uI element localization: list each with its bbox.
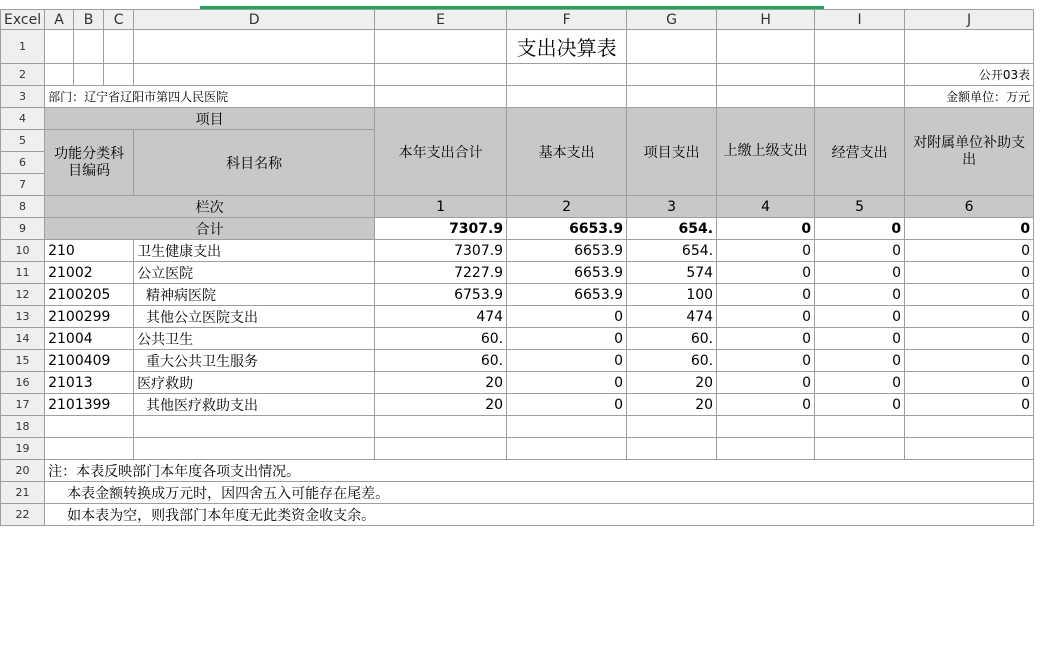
report-title[interactable]: 支出决算表 <box>507 30 627 64</box>
cell[interactable] <box>717 438 815 460</box>
row-value[interactable]: 0 <box>815 394 905 416</box>
row-code[interactable]: 21013 <box>45 372 134 394</box>
row-value[interactable]: 0 <box>717 306 815 328</box>
cell[interactable] <box>627 438 717 460</box>
header-project[interactable]: 项目支出 <box>627 108 717 196</box>
cell[interactable] <box>627 86 717 108</box>
row-value[interactable]: 60. <box>375 328 507 350</box>
row-value[interactable]: 0 <box>815 262 905 284</box>
cell[interactable] <box>905 438 1034 460</box>
header-seq[interactable]: 栏次 <box>45 196 375 218</box>
row-value[interactable]: 0 <box>905 372 1034 394</box>
row-number[interactable]: 2 <box>1 64 45 86</box>
column-header-i[interactable]: I <box>815 10 905 30</box>
sum-total[interactable]: 7307.9 <box>375 218 507 240</box>
cell[interactable] <box>134 438 375 460</box>
cell[interactable] <box>45 416 134 438</box>
header-item[interactable]: 项目 <box>45 108 375 130</box>
row-value[interactable]: 0 <box>717 372 815 394</box>
cell[interactable] <box>134 416 375 438</box>
row-name[interactable]: 医疗救助 <box>134 372 375 394</box>
row-number[interactable]: 21 <box>1 482 45 504</box>
row-value[interactable]: 0 <box>815 372 905 394</box>
table-row <box>1 262 1034 284</box>
cell[interactable] <box>375 64 507 86</box>
row-value[interactable]: 0 <box>905 262 1034 284</box>
row-number[interactable]: 14 <box>1 328 45 350</box>
cell[interactable] <box>717 64 815 86</box>
spreadsheet-grid <box>0 9 1034 526</box>
row-number[interactable]: 7 <box>1 174 45 196</box>
table-row <box>1 350 1034 372</box>
corner-label[interactable]: Excel <box>1 10 45 30</box>
row-value[interactable]: 474 <box>627 306 717 328</box>
column-header-j[interactable]: J <box>905 10 1034 30</box>
row-value[interactable]: 574 <box>627 262 717 284</box>
row-value[interactable]: 0 <box>717 350 815 372</box>
row-value[interactable]: 60. <box>627 328 717 350</box>
seq-number[interactable]: 1 <box>375 196 507 218</box>
cell[interactable] <box>717 86 815 108</box>
row-code[interactable]: 2100409 <box>45 350 134 372</box>
cell[interactable] <box>815 30 905 64</box>
cell[interactable] <box>45 30 74 64</box>
table-row <box>1 306 1034 328</box>
row-number[interactable]: 22 <box>1 504 45 526</box>
row-name[interactable]: 重大公共卫生服务 <box>134 350 375 372</box>
department-label[interactable]: 部门：辽宁省辽阳市第四人民医院 <box>45 86 375 108</box>
row-name[interactable]: 卫生健康支出 <box>134 240 375 262</box>
row-value[interactable]: 0 <box>815 350 905 372</box>
cell[interactable] <box>627 64 717 86</box>
row-value[interactable]: 7307.9 <box>375 240 507 262</box>
note-row <box>1 482 1034 504</box>
table-row <box>1 372 1034 394</box>
row-name[interactable]: 其他公立医院支出 <box>134 306 375 328</box>
sum-upper[interactable]: 0 <box>717 218 815 240</box>
row-value[interactable]: 6753.9 <box>375 284 507 306</box>
cell[interactable] <box>507 64 627 86</box>
row-value[interactable]: 0 <box>905 240 1034 262</box>
row-value[interactable]: 0 <box>905 328 1034 350</box>
cell[interactable] <box>507 416 627 438</box>
row-name[interactable]: 公立医院 <box>134 262 375 284</box>
row-code[interactable]: 2100205 <box>45 284 134 306</box>
row-value[interactable]: 0 <box>507 306 627 328</box>
row-value[interactable]: 0 <box>717 328 815 350</box>
cell[interactable] <box>717 30 815 64</box>
row-number[interactable]: 8 <box>1 196 45 218</box>
cell[interactable] <box>815 438 905 460</box>
cell[interactable] <box>375 86 507 108</box>
row-value[interactable]: 0 <box>905 394 1034 416</box>
header-subsidy[interactable]: 对附属单位补助支出 <box>905 108 1034 196</box>
cell[interactable] <box>104 64 134 86</box>
form-number[interactable]: 公开03表 <box>905 64 1034 86</box>
header-total[interactable]: 本年支出合计 <box>375 108 507 196</box>
sum-basic[interactable]: 6653.9 <box>507 218 627 240</box>
amount-unit-label[interactable]: 金额单位：万元 <box>905 86 1034 108</box>
row-value[interactable]: 0 <box>815 284 905 306</box>
row-value[interactable]: 0 <box>905 306 1034 328</box>
header-upper[interactable]: 上缴上级支出 <box>717 108 815 196</box>
row-value[interactable]: 60. <box>627 350 717 372</box>
row-code[interactable]: 2101399 <box>45 394 134 416</box>
sum-row <box>1 218 1034 240</box>
cell[interactable] <box>627 416 717 438</box>
cell[interactable] <box>507 86 627 108</box>
row-value[interactable]: 474 <box>375 306 507 328</box>
column-header-d[interactable]: D <box>134 10 375 30</box>
note-row <box>1 504 1034 526</box>
header-basic[interactable]: 基本支出 <box>507 108 627 196</box>
row-value[interactable]: 0 <box>507 328 627 350</box>
row-number[interactable]: 4 <box>1 108 45 130</box>
row-name[interactable]: 其他医疗救助支出 <box>134 394 375 416</box>
sheet-row <box>1 30 1034 64</box>
row-value[interactable]: 6653.9 <box>507 262 627 284</box>
row-number[interactable]: 15 <box>1 350 45 372</box>
cell[interactable] <box>45 438 134 460</box>
sum-label[interactable]: 合计 <box>45 218 375 240</box>
cell[interactable] <box>74 30 104 64</box>
row-value[interactable]: 0 <box>717 394 815 416</box>
row-value[interactable]: 0 <box>905 284 1034 306</box>
seq-number[interactable]: 4 <box>717 196 815 218</box>
row-value[interactable]: 0 <box>815 240 905 262</box>
column-header-a[interactable]: A <box>45 10 74 30</box>
cell[interactable] <box>905 30 1034 64</box>
cell[interactable] <box>815 86 905 108</box>
cell[interactable] <box>74 64 104 86</box>
row-value[interactable]: 0 <box>717 284 815 306</box>
row-number[interactable]: 11 <box>1 262 45 284</box>
row-value[interactable]: 20 <box>627 372 717 394</box>
row-value[interactable]: 7227.9 <box>375 262 507 284</box>
row-number[interactable]: 3 <box>1 86 45 108</box>
row-number[interactable]: 17 <box>1 394 45 416</box>
row-value[interactable]: 0 <box>507 350 627 372</box>
sheet-row <box>1 416 1034 438</box>
note-line[interactable]: 如本表为空，则我部门本年度无此类资金收支余。 <box>45 504 1034 526</box>
cell[interactable] <box>45 64 74 86</box>
seq-number[interactable]: 3 <box>627 196 717 218</box>
table-row <box>1 328 1034 350</box>
seq-number[interactable]: 5 <box>815 196 905 218</box>
column-header-f[interactable]: F <box>507 10 627 30</box>
row-number[interactable]: 16 <box>1 372 45 394</box>
row-number[interactable]: 6 <box>1 152 45 174</box>
table-row <box>1 284 1034 306</box>
row-number[interactable]: 18 <box>1 416 45 438</box>
row-value[interactable]: 0 <box>717 262 815 284</box>
row-value[interactable]: 20 <box>375 394 507 416</box>
cell[interactable] <box>815 64 905 86</box>
sheet-row <box>1 108 1034 130</box>
row-value[interactable]: 0 <box>815 328 905 350</box>
cell[interactable] <box>717 416 815 438</box>
row-code[interactable]: 21002 <box>45 262 134 284</box>
row-number[interactable]: 20 <box>1 460 45 482</box>
column-header-g[interactable]: G <box>627 10 717 30</box>
row-number[interactable]: 10 <box>1 240 45 262</box>
table-row <box>1 394 1034 416</box>
cell[interactable] <box>375 416 507 438</box>
row-number[interactable]: 19 <box>1 438 45 460</box>
row-value[interactable]: 6653.9 <box>507 284 627 306</box>
column-header-b[interactable]: B <box>74 10 104 30</box>
row-name[interactable]: 精神病医院 <box>134 284 375 306</box>
note-line[interactable]: 本表金额转换成万元时，因四舍五入可能存在尾差。 <box>45 482 1034 504</box>
column-header-h[interactable]: H <box>717 10 815 30</box>
sum-subsidy[interactable]: 0 <box>905 218 1034 240</box>
row-value[interactable]: 6653.9 <box>507 240 627 262</box>
row-value[interactable]: 0 <box>815 306 905 328</box>
sheet-row <box>1 64 1034 86</box>
row-value[interactable]: 0 <box>905 350 1034 372</box>
row-number[interactable]: 9 <box>1 218 45 240</box>
seq-number[interactable]: 6 <box>905 196 1034 218</box>
row-value[interactable]: 654. <box>627 240 717 262</box>
seq-number[interactable]: 2 <box>507 196 627 218</box>
row-value[interactable]: 20 <box>375 372 507 394</box>
row-number[interactable]: 12 <box>1 284 45 306</box>
cell[interactable] <box>627 30 717 64</box>
row-code[interactable]: 210 <box>45 240 134 262</box>
sheet-row <box>1 196 1034 218</box>
row-number[interactable]: 5 <box>1 130 45 152</box>
cell[interactable] <box>104 30 134 64</box>
row-value[interactable]: 0 <box>507 394 627 416</box>
cell[interactable] <box>905 416 1034 438</box>
row-number[interactable]: 13 <box>1 306 45 328</box>
header-code[interactable]: 功能分类科目编码 <box>45 130 134 196</box>
sheet-row <box>1 86 1034 108</box>
cell[interactable] <box>375 438 507 460</box>
row-value[interactable]: 20 <box>627 394 717 416</box>
note-row <box>1 460 1034 482</box>
header-name[interactable]: 科目名称 <box>134 130 375 196</box>
cell[interactable] <box>507 438 627 460</box>
row-code[interactable]: 21004 <box>45 328 134 350</box>
column-header-c[interactable]: C <box>104 10 134 30</box>
row-value[interactable]: 100 <box>627 284 717 306</box>
row-value[interactable]: 60. <box>375 350 507 372</box>
sheet-row <box>1 438 1034 460</box>
cell[interactable] <box>134 30 375 64</box>
note-line[interactable]: 注：本表反映部门本年度各项支出情况。 <box>45 460 1034 482</box>
cell[interactable] <box>134 64 375 86</box>
column-header-e[interactable]: E <box>375 10 507 30</box>
cell[interactable] <box>375 30 507 64</box>
sum-project[interactable]: 654. <box>627 218 717 240</box>
row-code[interactable]: 2100299 <box>45 306 134 328</box>
cell[interactable] <box>815 416 905 438</box>
column-header-row <box>1 10 1034 30</box>
row-name[interactable]: 公共卫生 <box>134 328 375 350</box>
header-operate[interactable]: 经营支出 <box>815 108 905 196</box>
row-value[interactable]: 0 <box>507 372 627 394</box>
row-value[interactable]: 0 <box>717 240 815 262</box>
table-row <box>1 240 1034 262</box>
sum-operate[interactable]: 0 <box>815 218 905 240</box>
row-number[interactable]: 1 <box>1 30 45 64</box>
